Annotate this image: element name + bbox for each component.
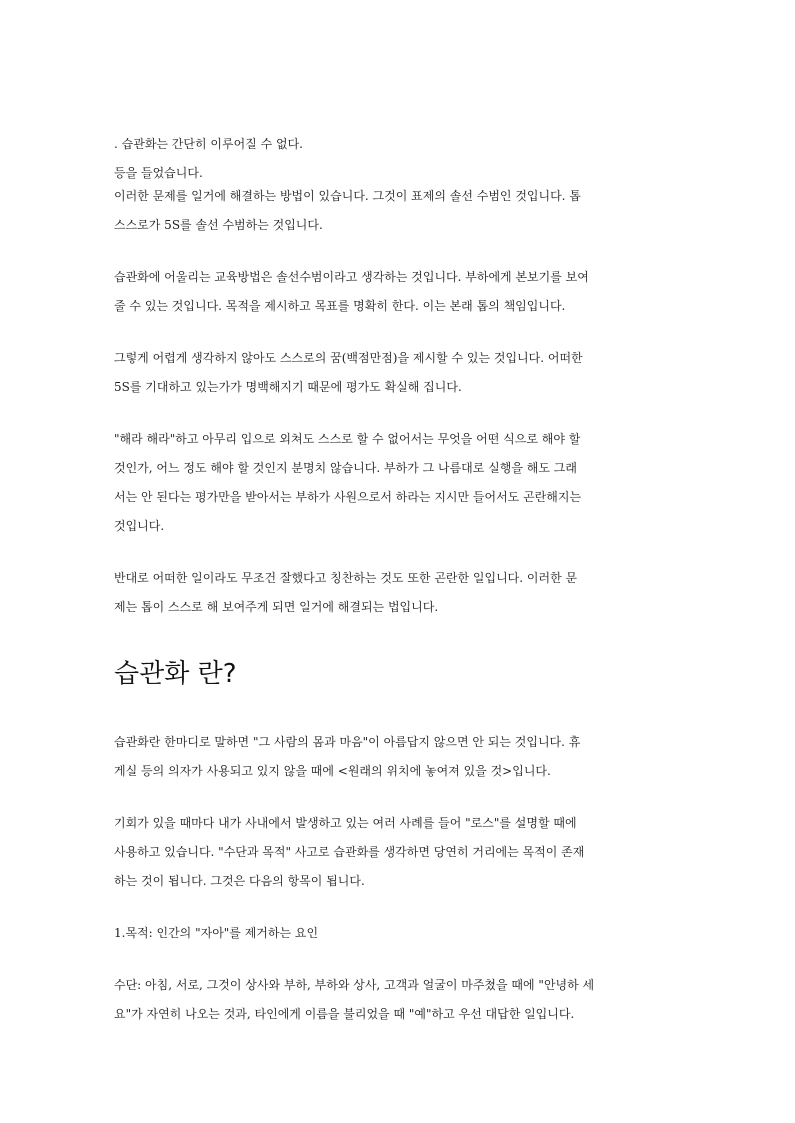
paragraph-line: 습관화에 어울리는 교육방법은 솔선수범이라고 생각하는 것입니다. 부하에게 본보기를 보여 bbox=[114, 270, 589, 284]
section-heading: 습관화 란? bbox=[114, 659, 237, 689]
paragraph-line: 게실 등의 의자가 사용되고 있지 않을 때에 <원래의 위치에 놓여져 있을 것>입니다. bbox=[114, 764, 551, 778]
paragraph-line: 하는 것이 됩니다. 그것은 다음의 항목이 됩니다. bbox=[114, 874, 365, 888]
paragraph-line: 제는 톱이 스스로 해 보여주게 되면 일거에 해결되는 법입니다. bbox=[114, 600, 439, 614]
paragraph-line: 이러한 문제를 일거에 해결하는 방법이 있습니다. 그것이 표제의 솔선 수범인 것입니다. 톱 bbox=[114, 189, 581, 203]
paragraph-line: 등을 들었습니다. bbox=[114, 166, 203, 180]
section-title-line: . 습관화는 간단히 이루어질 수 없다. bbox=[114, 137, 303, 151]
paragraph-line: 수단: 아침, 서로, 그것이 상사와 부하, 부하와 상사, 고객과 얼굴이 마주쳤을 때에 "안녕하 세 bbox=[114, 978, 595, 992]
paragraph-line: 줄 수 있는 것입니다. 목적을 제시하고 목표를 명확히 한다. 이는 본래 톱의 책임입니다. bbox=[114, 299, 566, 313]
paragraph-line: "해라 해라"하고 아무리 입으로 외쳐도 스스로 할 수 없어서는 무엇을 어떤 식으로 해야 할 bbox=[114, 432, 581, 446]
paragraph-line: 것입니다. bbox=[114, 519, 165, 533]
paragraph-line: 요"가 자연히 나오는 것과, 타인에게 이름을 불리었을 때 "예"하고 우선 대답한 일입니다. bbox=[114, 1007, 575, 1021]
document-page bbox=[114, 133, 682, 1026]
paragraph-line: 것인가, 어느 정도 해야 할 것인지 분명치 않습니다. 부하가 그 나름대로 실행을 해도 그래 bbox=[114, 461, 577, 475]
paragraph-line: 반대로 어떠한 일이라도 무조건 잘했다고 칭찬하는 것도 또한 곤란한 일입니다. 이러한 문 bbox=[114, 571, 578, 585]
paragraph-line: 스스로가 5S를 솔선 수범하는 것입니다. bbox=[114, 218, 323, 232]
paragraph-line: 기회가 있을 때마다 내가 사내에서 발생하고 있는 여러 사례를 들어 "로스"를 설명할 때에 bbox=[114, 816, 577, 830]
paragraph-line: 사용하고 있습니다. "수단과 목적" 사고로 습관화를 생각하면 당연히 거리에는 목적이 존재 bbox=[114, 845, 585, 859]
paragraph-line: 5S를 기대하고 있는가가 명백해지기 때문에 평가도 확실해 집니다. bbox=[114, 380, 462, 394]
paragraph-line: 서는 안 된다는 평가만을 받아서는 부하가 사원으로서 하라는 지시만 들어서도 곤란해지는 bbox=[114, 490, 582, 504]
paragraph-line: 1.목적: 인간의 "자아"를 제거하는 요인 bbox=[114, 926, 319, 940]
paragraph-line: 습관화란 한마디로 말하면 "그 사람의 몸과 마음"이 아름답지 않으면 안 되는 것입니다. 휴 bbox=[114, 735, 581, 749]
paragraph-line: 그렇게 어렵게 생각하지 않아도 스스로의 꿈(백점만점)을 제시할 수 있는 것입니다. 어떠한 bbox=[114, 351, 583, 365]
